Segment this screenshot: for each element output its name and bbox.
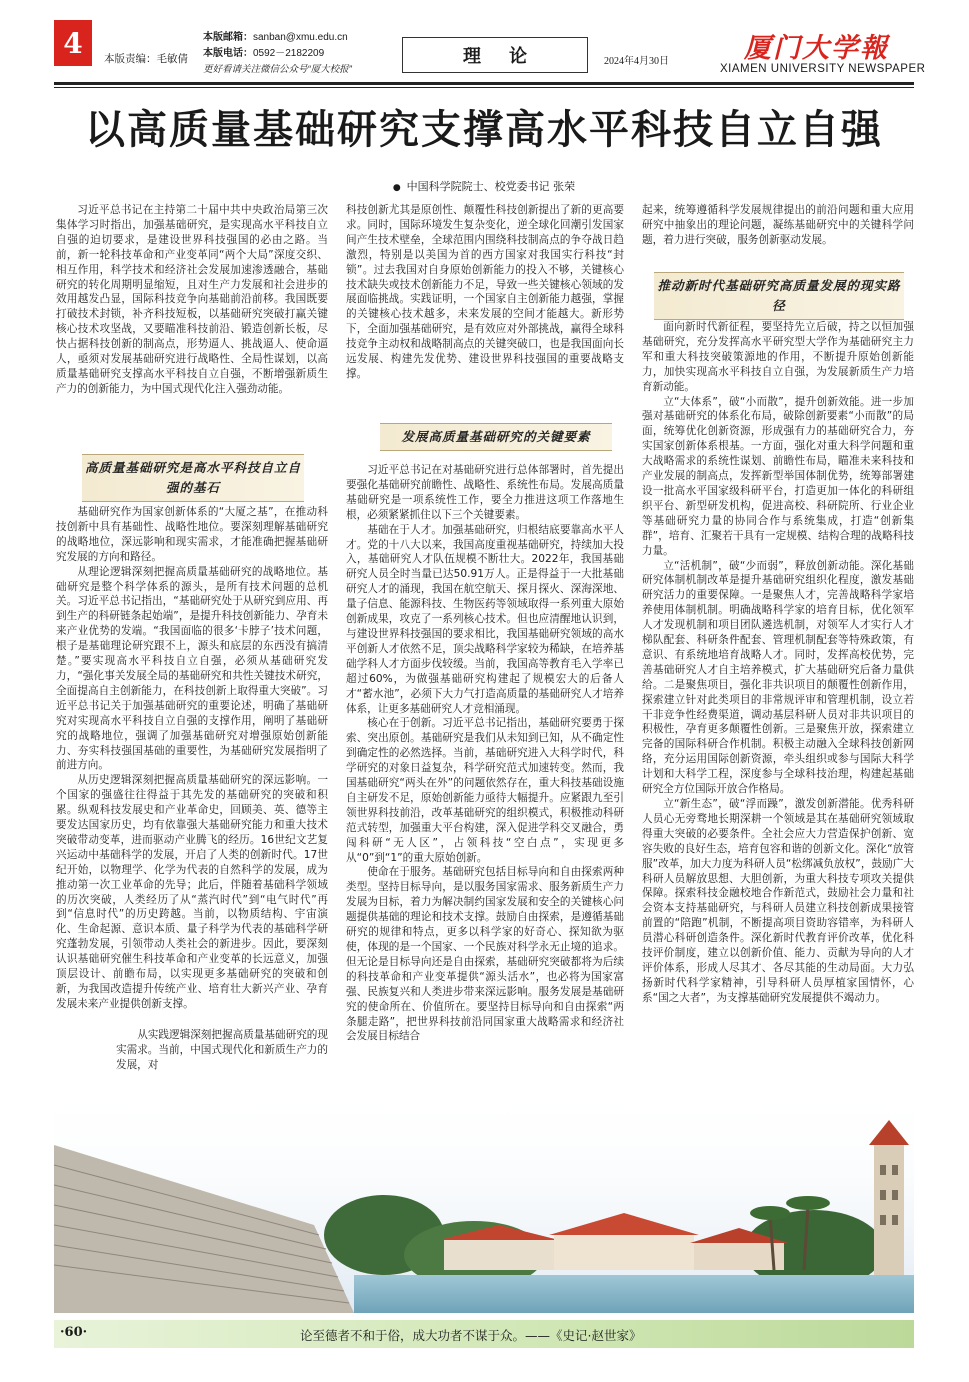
paragraph: 使命在于服务。基础研究包括目标导向和自由探索两种类型。坚持目标导向，是以服务国家需求、服务新质生产力发展为目标，着力为解决制约国家发展和安全的关键核心问题提供基础的理论和技术支撑。鼓励自由探索，是遵循基础研究的规律和特点，更多以科学家的好奇心、探知欲为驱使，体现的是一个国家、一个民族对科学永无止境的追求。但无论是目标导向还是自由探索，基础研究突破都将为后续的科技革命和产业变革提供“源头活水”，也必将为国家富强、民族复兴和人类进步带来深远影响。服务发展是基础研究的使命所在、价值所在。要坚持目标导向和自由探索“两条腿走路”，把世界科技前沿同国家重大战略需求和经济社会发展目标结合 bbox=[346, 866, 624, 1043]
phone-label: 本版电话： bbox=[203, 48, 253, 59]
paragraph: 从理论逻辑深刻把握高质量基础研究的战略地位。基础研究是整个科学体系的源头，是所有技术问题的总机关。习近平总书记指出，“基础研究处于从研究到应用、再到生产的科研链条起始端”，是提升科技创新能力、孕育未来产业优势的发端。“我国面临的很多‘卡脖子’技术问题，根子是基础理论研究跟不上，源头和底层的东西没有搞清楚。”要实现高水平科技自立自强，必须从基础研究发力，“强化事关发展全局的基础研究和共性关键技术研究，全面提高自主创新能力，在科技创新上取得重大突破”。习近平总书记关于加强基础研究的重要论述，明确了基础研究对实现高水平科技自立自强的支撑作用，阐明了基础研究的战略地位，强调了加强基础研究对增强原始创新能力、夯实科技强国基础的重要性，为基础研究发展指明了前进方向。 bbox=[56, 565, 328, 772]
page-number: 4 bbox=[63, 26, 83, 60]
follow-note: 更好看请关注微信公众号“厦大校报” bbox=[203, 64, 352, 75]
paragraph: 立“活机制”，破“少而弱”，释放创新动能。深化基础研究体制机制改革是提升基础研究组织化程度，激发基础研究活力的重要保障。一是聚焦人才，完善战略科学家培养使用体制机制。明确战略科学家的培育目标，优化领军人才发现机制和项目团队遴选机制，对领军人才实行人才梯队配套、科研条件配套、管理机制配套等特殊政策，有意识、有系统地培育战略人才。同时，发挥高校优势，完善基础研究人才自主培养模式，扩大基础研究后备力量供给。二是聚焦项目，强化非共识项目的颠覆性创新作用，探索建立针对此类项目的非常规评审和管理机制，设立若干非竞争性经费渠道，调动基层科研人员对非共识项目的积极性，孕育更多颠覆性创新。三是聚焦开放，探索建立完备的国际科研合作机制。积极主动融入全球科技创新网络，充分运用国际创新资源，牵头组织或参与国际大科学计划和大科学工程，深度参与全球科技治理，构建起基础研究全方位国际开放合作格局。 bbox=[642, 559, 914, 796]
page-editor: 本版责编：毛敏倩 bbox=[104, 53, 188, 65]
article-byline bbox=[54, 178, 914, 194]
masthead-rule-thin bbox=[54, 87, 914, 88]
newspaper-name-en: XIAMEN UNIVERSITY NEWSPAPER bbox=[720, 63, 926, 75]
newspaper-logo: 厦门大学報 bbox=[744, 33, 889, 64]
bullet-icon: ● bbox=[392, 183, 401, 193]
intro-paragraph: 习近平总书记在主持第二十届中共中央政治局第三次集体学习时指出，加强基础研究，是实现高水平科技自立自强的迫切要求，是建设世界科技强国的必由之路。当前，新一轮科技革命和产业变革同“两个大局”深度交织、相互作用，科学技术和经济社会发展加速渗透融合，基础研究的转化周期明显缩短，且对生产力发展和社会进步的效用越发凸显，国际科技竞争向基础前沿前移。我国既要打破技术封锁，补齐科技短板，以基础研究突破打赢关键核心技术攻坚战，又要瞄准科技前沿、锻造创新长板，尽快占据科技创新的制高点，形势逼人、挑战逼人、使命逼人，亟须对发展基础研究进行战略性、全局性谋划，以高质量基础研究支撑高水平科技自立自强，不断增强新质生产力的创新能力，为中国式现代化注入强劲动能。 bbox=[56, 204, 328, 395]
page-number-badge bbox=[54, 20, 92, 66]
section-label bbox=[402, 37, 588, 73]
section-name: 理论 bbox=[463, 46, 555, 67]
paragraph: 基础在于人才。加强基础研究，归根结底要靠高水平人才。党的十八大以来，我国高度重视基础研究，持续加大投入，基础研究人才队伍规模不断壮大。2022年，我国基础研究人员全时当量已达50.91万人。正是得益于一大批基础研究人才的涌现，我国在航空航天、探月探火、深海深地、量子信息、能源科技、生物医药等领域取得一系列重大原始创新成果，攻克了一系列核心技术。但也应清醒地认识到，与建设世界科技强国的要求相比，我国基础研究领域的高水平创新人才依然不足，顶尖战略科学家较为稀缺，在培养基础学科人才方面步伐较缓。当前，我国高等教育毛入学率已超过60%，为做强基础研究构建起了规模宏大的后备人才“蓄水池”，必须下大力气打造高质量的基础研究人才培养体系，让更多基础研究人才竞相涌现。 bbox=[346, 523, 624, 715]
phone: 0592－2182209 bbox=[253, 48, 325, 59]
column-1-intro bbox=[56, 203, 328, 397]
section-heading-1: 高质量基础研究是高水平科技自立自强的基石 bbox=[82, 454, 304, 502]
byline-text: 中国科学院院士、校党委书记 张荣 bbox=[406, 180, 576, 193]
paragraph: 立“大体系”，破“小而散”，提升创新效能。进一步加强对基础研究的体系化布局，破除创新要素“小而散”的局面，统筹优化创新资源，形成强有力的基础研究合力，夯实国家创新体系根基。一方面，强化对重大科学问题和重大战略需求的系统性谋划、前瞻性布局，瞄准未来科技和产业发展的制高点，发挥新型举国体制优势，统筹部署建设一批高水平国家级科研平台，打造更加一体化的科研组织平台、新型研发机构，促进高校、科研院所、行业企业等基础研究力量的协同合作与系统集成，打造“创新集群”，培育、汇聚若干具有一定规模、结构合理的战略科技力量。 bbox=[642, 395, 914, 557]
publication-date: 2024年4月30日 bbox=[604, 56, 669, 67]
footer-page-number: ·60· bbox=[60, 1325, 88, 1340]
email-label: 本版邮箱： bbox=[203, 32, 253, 43]
footer-quote: 论至德者不和于俗，成大功者不谋于众。——《史记·赵世家》 bbox=[300, 1328, 642, 1343]
campus-illustration bbox=[54, 1085, 914, 1313]
column-3-body bbox=[642, 320, 914, 1006]
section-heading-3: 推动新时代基础研究高质量发展的现实路径 bbox=[654, 272, 904, 320]
paragraph: 从历史逻辑深刻把握高质量基础研究的深远影响。一个国家的强盛往往得益于其先发的基础研究的突破和积累。纵观科技发展史和产业革命史，回顾美、英、德等主要发达国家历史，均有依靠强大基础研究能力和重大技术突破带动变革，进而驱动产业腾飞的经历。16世纪文艺复兴运动中基础科学的发展，开启了人类的创新时代。17世纪开始，以物理学、化学为代表的自然科学的发展，成为推动第一次工业革命的先导；此后，伴随着基础科学领域的历次突破，人类经历了从“蒸汽时代”到“电气时代”再到“信息时代”的历史跨越。当前，以物质结构、宇宙演化、生命起源、意识本质、量子科学为代表的基础科学研究蓬勃发展，引领带动人类社会的新进步。因此，要深刻认识基础研究催生科技革命和产业变革的长远意义，加强顶层设计、前瞻布局，以实现更多基础研究的突破和创新，为我国改造提升传统产业、培育壮大新兴产业、孕育发展未来产业提供创新支撑。 bbox=[56, 774, 328, 1010]
column-3-top bbox=[642, 203, 914, 248]
email: sanban@xmu.edu.cn bbox=[253, 32, 348, 43]
column-1-tail bbox=[116, 1028, 328, 1073]
campus-photo bbox=[54, 1085, 914, 1313]
paragraph: 立“新生态”，破“浮而躁”，激发创新潜能。优秀科研人员心无旁骛地长期深耕一个领域是其在基础研究领域取得重大突破的必要条件。全社会应大力营造保护创新、宽容失败的良好生态，培育包容和谐的创新文化。深化“放管服”改革，加大力度为科研人员“松绑减负放权”，鼓励广大科研人员解放思想、大胆创新，为重大科技专项攻关提供保障。探索科技金融校地合作新范式，鼓励社会力量和社会资本支持基础研究，与科研人员建立科技创新成果接管前置的“陪跑”机制，不断提高项目资助容错率，为科研人员潜心科研创造条件。深化新时代教育评价改革，优化科技评价制度，建立以创新价值、能力、贡献为导向的人才评价体系，形成人尽其才、各尽其能的生动局面。大力弘扬新时代科学家精神，引导科研人员厚植家国情怀，心系“国之大者”，为支撑基础研究发展提供不竭动力。 bbox=[642, 798, 914, 1004]
article-headline: 以高质量基础研究支撑高水平科技自立自强 bbox=[85, 107, 883, 153]
masthead-rule bbox=[54, 82, 914, 85]
paragraph: 从实践逻辑深刻把握高质量基础研究的现实需求。当前，中国式现代化和新质生产力的发展，对 bbox=[116, 1029, 328, 1071]
paragraph: 核心在于创新。习近平总书记指出，基础研究要勇于探索、突出原创。基础研究是我们从未知到已知，从不确定性到确定性的必然选择。当前，基础研究进入大科学时代，科学研究的对象日益复杂，科学研究范式加速转变。然而，我国基础研究“两头在外”的问题依然存在，重大科技基础设施自主研发不足，原始创新能力亟待大幅提升。应紧跟九至引领世界科技前沿，改革基础研究的组织模式，积极推动科研范式转型，加强重大平台构建，深入促进学科交叉融合，勇闯科研“无人区”，占领科技“空白点”，实现更多从“0”到“1”的重大原始创新。 bbox=[346, 717, 624, 864]
paragraph: 习近平总书记在对基础研究进行总体部署时，首先提出要强化基础研究前瞻性、战略性、系统性布局。发展高质量基础研究是一项系统性工作，要全力推进这项工作落地生根，必须紧紧抓住以下三个关键要素。 bbox=[346, 464, 624, 521]
paragraph: 起来，统筹遵循科学发展规律提出的前沿问题和重大应用研究中抽象出的理论问题，凝练基础研究中的关键科学问题，着力进行突破，服务创新驱动发展。 bbox=[642, 204, 914, 246]
contact-block bbox=[203, 30, 352, 78]
paragraph: 科技创新尤其是原创性、颠覆性科技创新提出了新的更高要求。同时，国际环境发生复杂变化，逆全球化回潮引发国家间产生技术壁垒，全球范围内围绕科技制高点的争夺战日趋激烈，特别是以美国为首的西方国家对我国实行科技“封锁”。过去我国对自身原始创新能力的投入不够，关键核心技术缺失或技术创新能力不足，导致一些关键核心领域的发展面临挑战。实践证明，一个国家自主创新能力越强，掌握的关键核心技术越多，未来发展的空间才能越大。新形势下，全面加强基础研究，是有效应对外部挑战，赢得全球科技竞争主动权和战略制高点的关键突破口，也是我国面向长远发展、构建先发优势、建设世界科技强国的重要战略支撑。 bbox=[346, 204, 624, 380]
column-2-body bbox=[346, 463, 624, 1044]
column-1-body bbox=[56, 505, 328, 1012]
paragraph: 面向新时代新征程，要坚持先立后破，持之以恒加强基础研究，充分发挥高水平研究型大学作为基础研究主力军和重大科技突破策源地的作用，不断提升原始创新能力，加快实现高水平科技自立自强，为发展新质生产力培育新动能。 bbox=[642, 321, 914, 393]
paragraph: 基础研究作为国家创新体系的“大厦之基”，在推动科技创新中具有基础性、战略性地位。要深刻理解基础研究的战略地位，深远影响和现实需求，才能准确把握基础研究发展的方向和路径。 bbox=[56, 506, 328, 563]
section-heading-2: 发展高质量基础研究的关键要素 bbox=[380, 423, 612, 451]
column-2-top bbox=[346, 203, 624, 382]
